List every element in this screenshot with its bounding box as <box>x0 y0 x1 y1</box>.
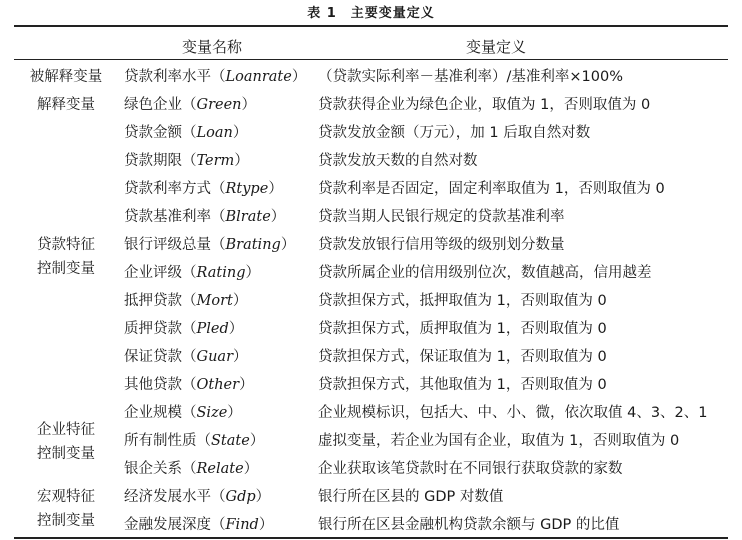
paren-close: ） <box>233 349 248 365</box>
variable-name: 金融发展深度 <box>124 517 211 533</box>
group-label-line: 宏观特征 <box>37 489 95 505</box>
variable-name: 贷款基准利率 <box>124 209 211 225</box>
table-row <box>0 63 742 91</box>
table-row <box>0 371 742 399</box>
variable-name: 银行评级总量 <box>124 237 211 253</box>
variable-definition: 贷款担保方式，其他取值为 1，否则取值为 0 <box>318 377 607 393</box>
paren-close: ） <box>232 125 248 141</box>
variable-definition: 银行所在区县的 GDP 对数值 <box>318 489 504 505</box>
variable-name-cell <box>124 399 242 427</box>
variable-name: 企业规模 <box>124 405 182 421</box>
variable-abbreviation: Relate <box>196 461 244 477</box>
table-row <box>0 203 742 231</box>
variable-abbreviation: Pled <box>196 321 229 337</box>
variable-name-cell <box>124 119 247 147</box>
variable-abbreviation: Rating <box>196 265 246 281</box>
paren-close: ） <box>268 181 283 197</box>
variable-abbreviation: Size <box>196 405 228 421</box>
paren-open: （ <box>182 293 197 309</box>
variable-definition: 贷款当期人民银行规定的贷款基准利率 <box>318 209 565 225</box>
variable-definition: 贷款所属企业的信用级别位次，数值越高，信用越差 <box>318 265 652 281</box>
group-label-line: 控制变量 <box>37 513 95 529</box>
paren-close: ） <box>245 265 260 281</box>
variable-name: 贷款利率水平 <box>124 69 211 85</box>
variable-name-cell <box>124 343 248 371</box>
header-variable-definition: 变量定义 <box>466 38 527 56</box>
paren-close: ） <box>228 321 244 337</box>
variable-abbreviation: Mort <box>196 293 233 309</box>
table-row <box>0 287 742 315</box>
variable-definition: 贷款担保方式，质押取值为 1，否则取值为 0 <box>318 321 607 337</box>
variable-abbreviation: State <box>211 433 250 449</box>
variable-name: 其他贷款 <box>124 377 182 393</box>
variable-name-cell <box>124 315 243 343</box>
variable-name-cell <box>124 231 295 259</box>
paren-close: ） <box>232 293 248 309</box>
variable-name-cell <box>124 63 306 91</box>
variable-definition: 贷款发放天数的自然对数 <box>318 153 478 169</box>
variable-abbreviation: Brating <box>225 237 281 253</box>
table-row <box>0 147 742 175</box>
paren-close: ） <box>255 489 271 505</box>
paren-close: ） <box>280 237 296 253</box>
paren-open: （ <box>196 433 211 449</box>
variable-name-cell <box>124 483 270 511</box>
top-rule <box>14 25 728 27</box>
variable-name-cell <box>124 427 264 455</box>
variable-name: 抵押贷款 <box>124 293 182 309</box>
variable-abbreviation: Find <box>225 517 259 533</box>
table-row <box>0 455 742 483</box>
table-row <box>0 175 742 203</box>
variable-abbreviation: Other <box>196 377 240 393</box>
variable-definition: 贷款担保方式，保证取值为 1，否则取值为 0 <box>318 349 607 365</box>
group-label-line: 企业特征 <box>37 422 95 438</box>
variable-definition: 银行所在区县金融机构贷款余额与 GDP 的比值 <box>318 517 620 533</box>
table-row <box>0 483 742 511</box>
variable-definition: 贷款发放银行信用等级的级别划分数量 <box>318 237 565 253</box>
variable-name-cell <box>124 147 249 175</box>
variable-name-cell <box>124 91 256 119</box>
paren-close: ） <box>239 377 254 393</box>
variable-name: 企业评级 <box>124 265 182 281</box>
group-label: 被解释变量 <box>29 69 103 85</box>
paren-close: ） <box>241 97 257 113</box>
variable-definition: （贷款实际利率－基准利率）/基准利率×100% <box>318 69 623 85</box>
table-row <box>0 315 742 343</box>
table-row <box>0 119 742 147</box>
paren-open: （ <box>182 153 197 169</box>
table-row <box>0 511 742 539</box>
group-label-line: 控制变量 <box>37 446 95 462</box>
group-label-line: 控制变量 <box>37 261 95 277</box>
variable-abbreviation: Green <box>196 97 242 113</box>
variable-name-cell <box>124 259 260 287</box>
variable-name: 银企关系 <box>124 461 182 477</box>
variable-name-cell <box>124 455 258 483</box>
variable-name: 贷款金额 <box>124 125 182 141</box>
variable-name-cell <box>124 511 273 539</box>
paren-close: ） <box>234 153 249 169</box>
variable-definition: 企业规模标识，包括大、中、小、微，依次取值 4、3、2、1 <box>318 405 708 421</box>
table-body <box>0 63 742 539</box>
table-row <box>0 399 742 427</box>
variable-abbreviation: Rtype <box>225 181 269 197</box>
variable-abbreviation: Blrate <box>225 209 271 225</box>
variable-definition: 贷款利率是否固定，固定利率取值为 1，否则取值为 0 <box>318 181 665 197</box>
table-row <box>0 91 742 119</box>
variable-name: 贷款利率方式 <box>124 181 211 197</box>
paren-close: ） <box>270 209 286 225</box>
paren-open: （ <box>182 321 197 337</box>
variable-name: 绿色企业 <box>124 97 182 113</box>
paren-open: （ <box>182 349 197 365</box>
paren-close: ） <box>258 517 274 533</box>
variable-definition: 企业获取该笔贷款时在不同银行获取贷款的家数 <box>318 461 623 477</box>
table-row <box>0 427 742 455</box>
paren-open: （ <box>211 69 226 85</box>
variable-definition: 贷款发放金额（万元），加 1 后取自然对数 <box>318 125 591 141</box>
table-row <box>0 231 742 259</box>
variable-abbreviation: Loanrate <box>225 69 292 85</box>
variable-abbreviation: Guar <box>196 349 233 365</box>
variable-abbreviation: Term <box>196 153 235 169</box>
variable-abbreviation: Loan <box>196 125 233 141</box>
paren-close: ） <box>291 69 307 85</box>
variable-definition: 虚拟变量，若企业为国有企业，取值为 1，否则取值为 0 <box>318 433 680 449</box>
variable-name-cell <box>124 287 247 315</box>
paren-close: ） <box>249 433 265 449</box>
variable-name-cell <box>124 371 254 399</box>
paren-open: （ <box>211 237 226 253</box>
paren-open: （ <box>182 377 197 393</box>
variable-definition: 贷款获得企业为绿色企业，取值为 1，否则取值为 0 <box>318 97 651 113</box>
paren-open: （ <box>211 209 226 225</box>
group-label-line: 贷款特征 <box>37 237 95 253</box>
paren-close: ） <box>227 405 242 421</box>
variable-name-cell <box>124 203 285 231</box>
paren-close: ） <box>243 461 259 477</box>
table-row <box>0 259 742 287</box>
variable-name: 保证贷款 <box>124 349 182 365</box>
paren-open: （ <box>182 461 197 477</box>
paren-open: （ <box>182 125 197 141</box>
paren-open: （ <box>211 181 226 197</box>
paren-open: （ <box>182 97 197 113</box>
variable-name: 所有制性质 <box>124 433 197 449</box>
paren-open: （ <box>182 405 197 421</box>
bottom-rule <box>14 537 728 539</box>
header-rule <box>14 59 728 60</box>
table-title: 表 1 主要变量定义 <box>307 6 435 21</box>
header-variable-name: 变量名称 <box>182 38 243 56</box>
table-row <box>0 343 742 371</box>
variable-name-cell <box>124 175 283 203</box>
paren-open: （ <box>211 517 226 533</box>
group-label: 解释变量 <box>37 97 95 113</box>
variable-name: 贷款期限 <box>124 153 182 169</box>
paren-open: （ <box>182 265 197 281</box>
variable-definition: 贷款担保方式，抵押取值为 1，否则取值为 0 <box>318 293 607 309</box>
variable-abbreviation: Gdp <box>225 489 256 505</box>
variable-name: 质押贷款 <box>124 321 182 337</box>
paren-open: （ <box>211 489 226 505</box>
variable-name: 经济发展水平 <box>124 489 211 505</box>
